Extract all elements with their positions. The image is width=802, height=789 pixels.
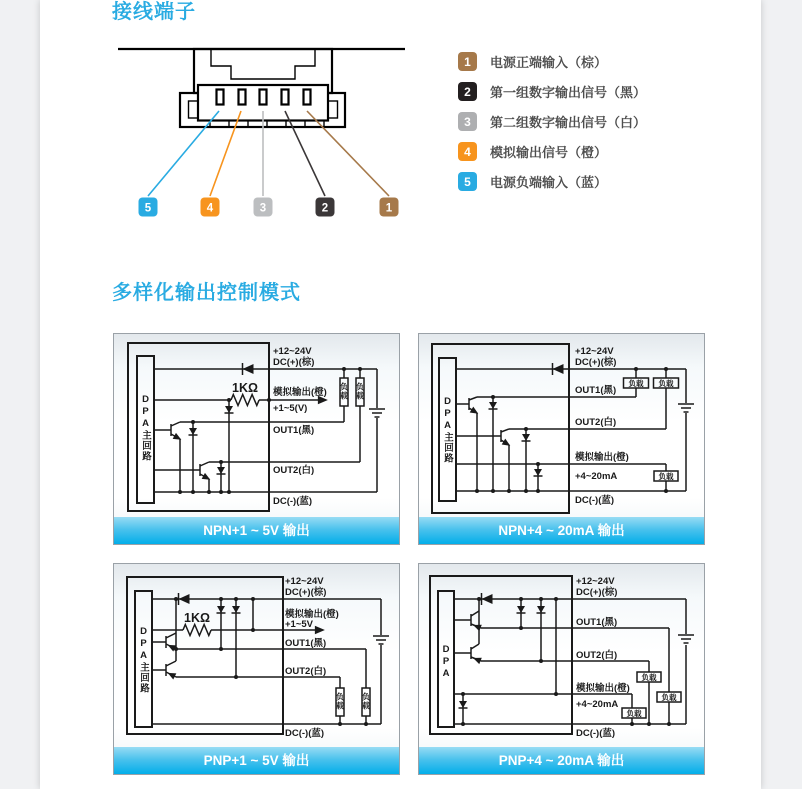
legend-badge-1: 1 xyxy=(458,52,477,71)
label-analog2: +1~5V xyxy=(285,619,313,630)
label-dc-minus: DC(-)(蓝) xyxy=(285,728,325,739)
legend-badge-4: 4 xyxy=(458,142,477,161)
label-dc-minus: DC(-)(蓝) xyxy=(273,496,313,507)
load-label: 负载 xyxy=(335,692,345,711)
pin-badge-3-num: 3 xyxy=(259,202,267,215)
label-analog2: +4~20mA xyxy=(576,699,619,710)
legend-item-3 xyxy=(458,112,646,131)
circuit-box-label: DPA主回路 xyxy=(442,396,453,464)
pin-badge-4-num: 4 xyxy=(206,202,214,215)
label-out2: OUT2(白) xyxy=(273,465,315,476)
label-supply2: DC(+)(棕) xyxy=(285,587,327,598)
load-label: 负载 xyxy=(661,693,677,702)
circuit-panel-npn-1-5v xyxy=(113,333,400,545)
circuit-caption-npn-4-20ma: NPN+4 ~ 20mA 输出 xyxy=(419,517,704,544)
legend-label-5: 电源负端输入（蓝） xyxy=(490,175,608,190)
pin-callout-lines xyxy=(148,111,389,196)
circuit-caption-pnp-1-5v: PNP+1 ~ 5V 输出 xyxy=(114,747,399,774)
section-title-output-modes: 多样化输出控制模式 xyxy=(112,282,301,304)
load-label: 负载 xyxy=(628,379,644,388)
circuit-caption-pnp-4-20ma: PNP+4 ~ 20mA 输出 xyxy=(419,747,704,774)
legend-item-4 xyxy=(458,142,646,161)
pin-badge-2-num: 2 xyxy=(321,202,329,215)
legend-label-3: 第二组数字输出信号（白） xyxy=(490,115,647,130)
load-label: 负载 xyxy=(361,692,371,711)
label-analog: 模拟输出(橙) xyxy=(575,452,629,463)
label-resistor: 1KΩ xyxy=(184,611,211,625)
circuit-diagram-pnp-4-20ma xyxy=(419,564,704,747)
label-out1: OUT1(黑) xyxy=(576,617,618,628)
label-out1: OUT1(黑) xyxy=(273,425,315,436)
label-analog: 模拟输出(橙) xyxy=(576,683,630,694)
circuit-panel-npn-4-20ma xyxy=(418,333,705,545)
label-out2: OUT2(白) xyxy=(575,417,617,428)
document-page xyxy=(40,0,761,789)
circuit-box-label: DPA主回路 xyxy=(140,394,151,462)
connector-diagram xyxy=(115,38,415,226)
load-label: 负载 xyxy=(339,382,349,401)
legend-badge-2: 2 xyxy=(458,82,477,101)
legend-item-2 xyxy=(458,82,646,101)
label-analog: 模拟输出(橙) xyxy=(285,609,339,620)
circuit-diagram-npn-1-5v xyxy=(114,334,399,517)
pin-badge-1-num: 1 xyxy=(385,202,393,215)
pin-number-badges xyxy=(139,198,399,217)
circuit-panel-pnp-4-20ma xyxy=(418,563,705,775)
circuit-box-label: DPA主回路 xyxy=(138,626,149,694)
legend-item-1 xyxy=(458,52,646,71)
label-supply2: DC(+)(棕) xyxy=(575,357,617,368)
circuit-caption-npn-1-5v: NPN+1 ~ 5V 输出 xyxy=(114,517,399,544)
connector-outline xyxy=(118,49,405,127)
label-analog: 模拟输出(橙) xyxy=(273,387,327,398)
label-out2: OUT2(白) xyxy=(576,650,618,661)
label-out1: OUT1(黑) xyxy=(285,638,327,649)
legend-badge-3: 3 xyxy=(458,112,477,131)
legend-item-5 xyxy=(458,172,646,191)
label-supply2: DC(+)(棕) xyxy=(576,587,618,598)
label-analog2: +4~20mA xyxy=(575,471,618,482)
load-label: 负载 xyxy=(626,709,642,718)
circuit-diagram-npn-4-20ma xyxy=(419,334,704,517)
section-title-terminals: 接线端子 xyxy=(112,1,196,23)
circuit-box-label: DPA xyxy=(440,644,452,680)
label-supply: +12~24V xyxy=(285,576,324,587)
load-label: 负载 xyxy=(355,382,365,401)
label-out1: OUT1(黑) xyxy=(575,385,617,396)
load-label: 负载 xyxy=(658,379,674,388)
load-label: 负载 xyxy=(641,673,657,682)
load-label: 负载 xyxy=(658,472,674,481)
terminal-legend xyxy=(458,52,646,202)
label-supply: +12~24V xyxy=(575,346,614,357)
circuit-panel-pnp-1-5v xyxy=(113,563,400,775)
label-supply: +12~24V xyxy=(273,346,312,357)
legend-label-1: 电源正端输入（棕） xyxy=(490,55,608,70)
label-dc-minus: DC(-)(蓝) xyxy=(575,495,615,506)
pin-badge-5-num: 5 xyxy=(144,202,152,215)
label-out2: OUT2(白) xyxy=(285,666,327,677)
label-supply2: DC(+)(棕) xyxy=(273,357,315,368)
circuit-diagram-pnp-1-5v xyxy=(114,564,399,747)
legend-badge-5: 5 xyxy=(458,172,477,191)
label-dc-minus: DC(-)(蓝) xyxy=(576,728,616,739)
legend-label-2: 第一组数字输出信号（黑） xyxy=(490,85,647,100)
label-resistor: 1KΩ xyxy=(232,381,259,395)
legend-label-4: 模拟输出信号（橙） xyxy=(490,145,608,160)
label-analog2: +1~5(V) xyxy=(273,403,308,414)
label-supply: +12~24V xyxy=(576,576,615,587)
